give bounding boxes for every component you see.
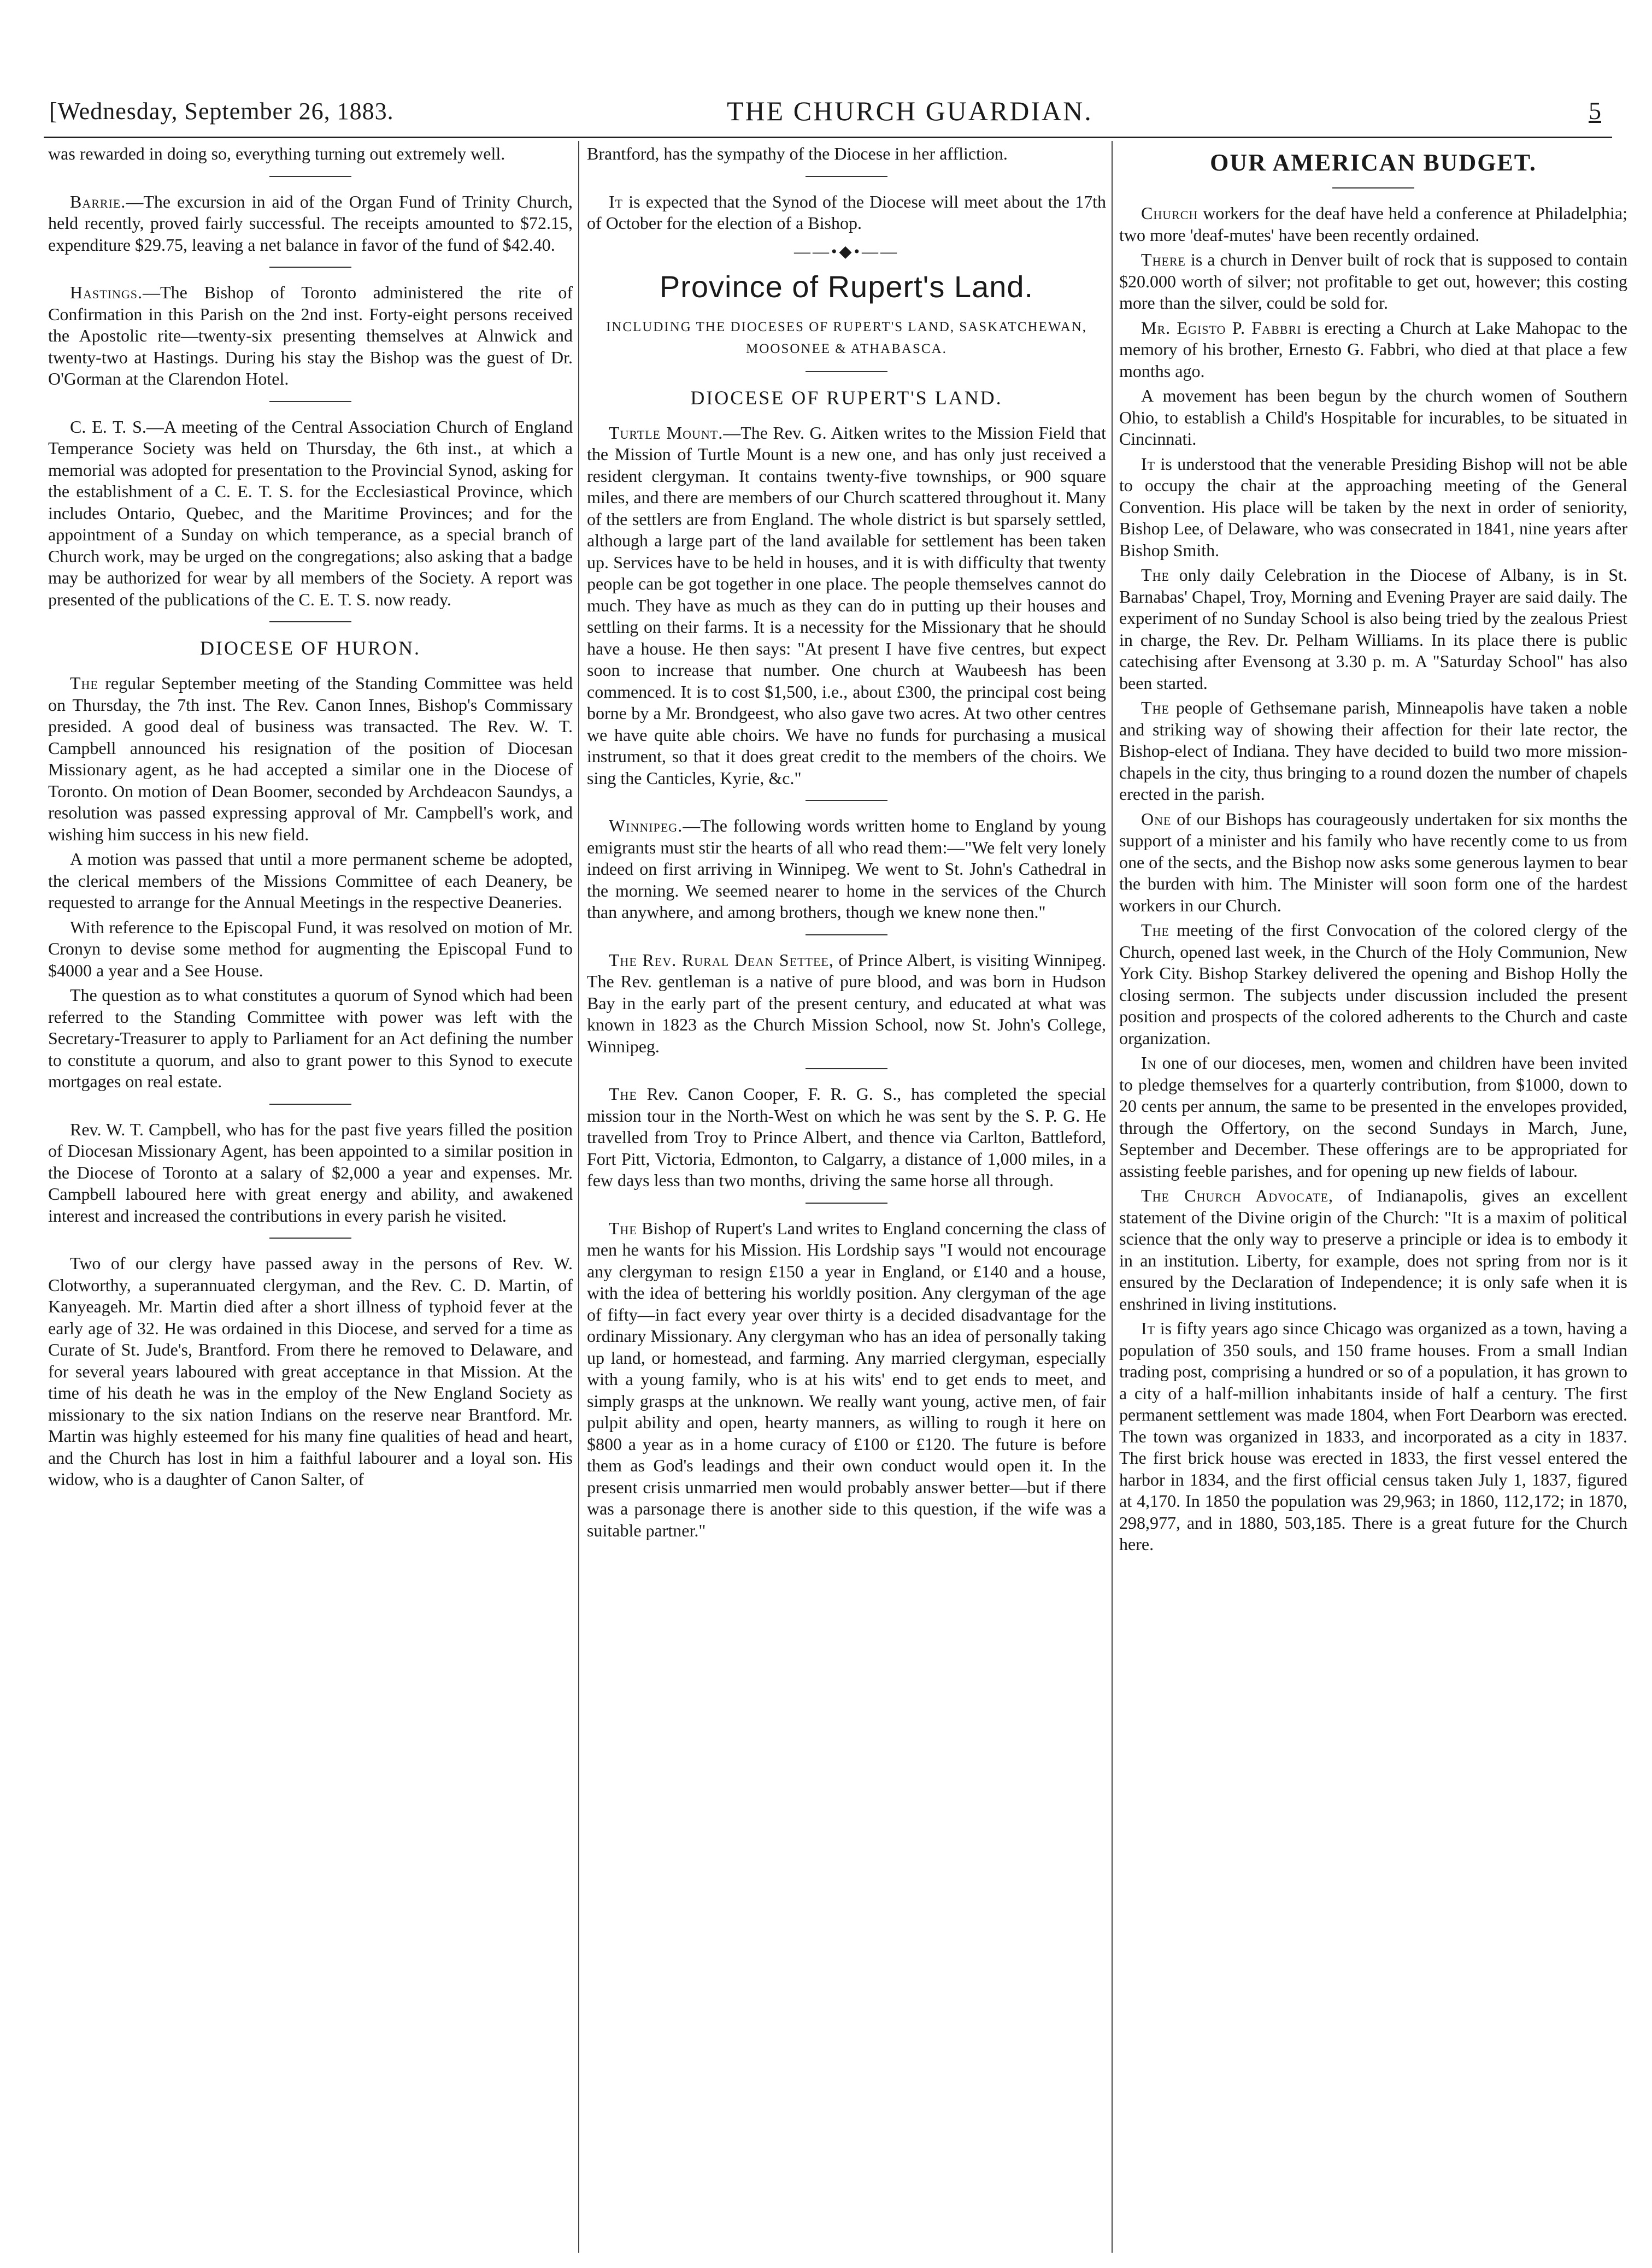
text-winnipeg: —The following words written home to England by young emigrants must stir the hearts of all who read them:—"We felt very lonely indeed on first arriving in Winnipeg. We went to St. John's Cathedral in the morning. We seemed nearer to home in the services of the Church than anywhere, and among brothers, though we knew none then." [587,816,1106,922]
article-fabbri [1119,317,1627,382]
separator [806,1203,887,1204]
separator [806,176,887,177]
lead-presiding-bishop: It [1141,453,1156,474]
article-continuation-2: Brantford, has the sympathy of the Diocese in her affliction. [587,144,1008,163]
lead-deaf: Church [1141,203,1198,223]
article-cooper [587,1083,1106,1192]
text-albany: only daily Celebration in the Diocese of Albany, is in St. Barnabas' Chapel, Troy, Morning and Evening Prayer are said daily. The experiment of no Sunday School is also being tried by the zealous Priest in charge, the Rev. Dr. Pelham Williams. In its place there is public catechising after Evensong at 3.30 p. m. A "Saturday School" has also been started. [1119,565,1627,693]
article-campbell: Rev. W. T. Campbell, who has for the past five years filled the position of Diocesan Missionary Agent, has been appointed to a similar position in the Diocese of Toronto at a salary of $2,000 a year and expenses. Mr. Campbell laboured here with great energy and ability, and awakened interest and increased the contributions in every parish he visited. [48,1119,573,1226]
ornament-divider: ——•◆•—— [793,242,900,261]
separator [806,800,887,801]
text-turtle: —The Rev. G. Aitken writes to the Mission Field that the Mission of Turtle Mount is a new one, and has only just received a resident clergyman. It contains twenty-five townships, or 900 square miles, and there are members of our Church scattered throughout it. Many of the settlers are from England. The whole district is but sparsely settled, although a large part of the land available for settlement has been taken up. Services have to be held in houses, and it is with difficulty that twenty people can be got together in one place. The people themselves cannot do much. They have as much as they can do in putting up their houses and settling on their farms. It is a necessity for the Missionary that he should have a house. He then says: "At present I have five centres, but expect soon to increase that number. One church at Waubeesh has been commenced. It is to cost $1,500, i.e., about £300, the principal cost being borne by a Mr. Brondgeest, who also gave two acres. At two other centres we have quite able choirs. We have no funds for purchasing a musical instrument, so that it does great credit to the members of the choirs. We sing the Canticles, Kyrie, &c." [587,422,1106,788]
text-denver: is a church in Denver built of rock that is supposed to contain $20.000 worth of silver; not profitable to get out, however; this costing more than the silver, could be sold for. [1119,250,1627,313]
lead-advocate: The Church Advocate, [1141,1186,1334,1205]
article-huron-2: A motion was passed that until a more permanent scheme be adopted, the clerical members of the Missions Committee of each Deanery, be requested to arrange for the Annual Meetings in the respective Deaneries. [48,849,573,912]
article-convocation [1119,920,1627,1049]
separator [269,176,351,177]
text-deaf: workers for the deaf have held a conference at Philadelphia; two more 'deaf-mutes' have been recently ordained. [1119,203,1627,245]
separator [806,1068,887,1069]
article-cets: C. E. T. S.—A meeting of the Central Association Church of England Temperance Society was held on Thursday, the 6th inst., at which a memorial was adopted for presentation to the Provincial Synod, asking for the establishment of a C. E. T. S. for the Ecclesiastical Province, which includes Ontario, Quebec, and the Maritime Provinces; and for the appointment of a Sunday on which temperance, as a special branch of Church work, may be urged on the congregations; also asking that a badge may be authorized for wear by all members of the Society. A report was presented of the publications of the C. E. T. S. now ready. [48,416,573,609]
page-number: 5 [1589,97,1601,125]
article-synod [587,191,1106,234]
separator [269,267,351,268]
article-gethsemane [1119,697,1627,805]
article-ohio [1119,385,1627,450]
article-advocate [1119,1185,1627,1315]
text-synod: is expected that the Synod of the Diocese will meet about the 17th of October for the election of a Bishop. [587,191,1106,233]
heading-diocese-rupert: DIOCESE OF RUPERT'S LAND. [690,386,1003,409]
text-gethsemane: people of Gethsemane parish, Minneapolis have taken a noble and striking way of showing their affection for their late rector, the Bishop-elect of Indiana. They have decided to build two more mission-chapels in the city, thus bringing to a round dozen the number of chapels erected in the parish. [1119,698,1627,804]
heading-american-budget: OUR AMERICAN BUDGET. [1210,149,1537,176]
article-presiding-bishop [1119,453,1627,562]
article-deaf [1119,203,1627,246]
article-huron-4: The question as to what constitutes a quorum of Synod which had been referred to the Standing Committee with power was left with the Secretary-Treasurer to apply to Parliament for an Act defining the number to constitute a quorum, and also to grant power to this Synod to execute mortgages on real estate. [48,985,573,1091]
article-huron-1 [48,673,573,845]
separator [806,934,887,935]
lead-settee: The Rev. Rural Dean Settee, [609,950,834,970]
text-courage: of our Bishops has courageously undertaken for six months the support of a minister and his family who have recently come to us from one of the sects, and the Bishop now asks some generous laymen to bear the burden with him. The Minister will soon form one of the hardest workers in our Church. [1119,809,1627,915]
column-2 [587,143,1106,2252]
column-divider-1 [578,141,579,2253]
article-pledge [1119,1052,1627,1182]
article-clergy: Two of our clergy have passed away in the persons of Rev. W. Clotworthy, a superannuated clergyman, and the Rev. C. D. Martin, of Kanyeageh. Mr. Martin died after a short illness of typhoid fever at the early age of 32. He was ordained in this Diocese, and served for a time as Curate of St. Jude's, Brantford. From there he removed to Delaware, and for several years laboured with great acceptance in that Mission. At the time of his death he was in the employ of the New England Society as missionary to the six nation Indians on the reserve near Brantford. Mr. Martin was highly esteemed for his many fine qualities of head and heart, and the Church has lost in him a faithful labourer and a loyal son. His widow, who is a daughter of Canon Salter, of [48,1253,573,1489]
lead-courage: One [1141,809,1172,829]
separator [269,401,351,402]
lead-huron: The [70,673,98,693]
lead-gethsemane: The [1141,698,1169,717]
text-bishop-rupert: Bishop of Rupert's Land writes to England concerning the class of men he wants for his Mission. His Lordship says "I would not encourage any clergyman to resign £150 a year in England, or £140 and a house, with the idea of bettering his worldly position. Any clergyman of the age of fifty—in fact every year over thirty is a decided disadvantage for the ordinary Missionary. Any clergyman who has an idea of personally taking up land, or homestead, and farming. Any married clergyman, especially with a young family, who is at his wits' end to get ends to meet, and simply grasps at the unknown. We really want young, active men, of fair pulpit ability and open, hearty manners, as willing to rough it here on $800 a year as in a home curacy of £100 or £120. The future is before them as God's leadings and their own conduct would open it. In the present crisis unmarried men would probably answer better—but if there was a parsonage there is another side to this question, if the wife was a suitable partner." [587,1218,1106,1540]
header-rule [44,137,1612,138]
text-advocate: of Indianapolis, gives an excellent statement of the Divine origin of the Church: "It is a maxim of political science that the only way to preserve a principle or idea is to embody it in an institution. Liberty, for example, does not spring from nor is it ensured by the Declaration of Independence; it is only safe when it is enshrined in living institutions. [1119,1186,1627,1313]
lead-convocation: The [1141,920,1169,940]
lead-pledge: In [1141,1053,1157,1073]
issue-date: [Wednesday, September 26, 1883. [49,98,394,125]
text-cooper: Rev. Canon Cooper, F. R. G. S., has completed the special mission tour in the North-West on which he was sent by the S. P. G. He travelled from Troy to Prince Albert, and thence via Carlton, Battleford, Fort Pitt, Victoria, Edmonton, to Calgarry, a distance of 1,000 miles, in a few days less than two months, driving the same horse all through. [587,1084,1106,1190]
article-barrie [48,191,573,256]
text-chicago: is fifty years ago since Chicago was organized as a town, having a population of 350 souls, and 150 frame houses. From a small Indian trading post, comprising a hundred or so of a population, it has grown to a city of a half-million inhabitants inside of half a century. The first permanent settlement was made 1804, when Fort Dearborn was erected. The town was organized in 1833, and incorporated as a city in 1837. The first brick house was erected in 1833, the first vessel entered the harbor in 1834, and the first official census taken July 1, 1837, figured at 4,170. In 1850 the population was 29,963; in 1860, 112,172; in 1870, 298,977, and in 1880, 503,185. There is a great future for the Church here. [1119,1318,1627,1554]
column-divider-2 [1112,141,1113,2253]
article-settee [587,950,1106,1058]
lead-bishop-rupert: The [609,1218,637,1238]
lead-cooper: The [609,1084,637,1104]
text-settee: of Prince Albert, is visiting Winnipeg. The Rev. gentleman is a native of pure blood, and was born in Hudson Bay in the early part of the present century, and educated at what was known in 1823 as the Church Mission School, now St. John's College, Winnipeg. [587,950,1106,1056]
article-turtle-mount [587,422,1106,790]
column-1 [48,143,573,2252]
lead-chicago: It [1141,1318,1156,1338]
lead-denver: There [1141,250,1186,269]
text-huron-1: regular September meeting of the Standing Committee was held on Thursday, the 7th inst. The Rev. Canon Innes, Bishop's Commissary presided. A good deal of business was transacted. The Rev. W. T. Campbell announced his resignation of the position of Diocesan Missionary agent, as he had accepted a similar one in the Diocese of Toronto. On motion of Dean Boomer, seconded by Archdeacon Saundys, a resolution was passed expressing approval of Mr. Campbell's work, and wishing him success in his new field. [48,673,573,844]
text-presiding-bishop: is understood that the venerable Presiding Bishop will not be able to occupy the chair at the approaching meeting of the General Convention. His place will be taken by the next in order of seniority, Bishop Lee, of Delaware, who was consecrated in 1841, nine years after Bishop Smith. [1119,453,1627,560]
newspaper-title: THE CHURCH GUARDIAN. [727,96,1093,126]
lead-turtle: Turtle Mount. [609,422,724,443]
text-fabbri: is erecting a Church at Lake Mahopac to the memory of his brother, Ernesto G. Fabbri, who died at that place a few months ago. [1119,317,1627,381]
separator [269,1238,351,1239]
lead-synod: It [609,191,624,211]
article-continuation: was rewarded in doing so, everything turning out extremely well. [48,144,505,163]
article-winnipeg [587,815,1106,923]
lead-barrie: Barrie. [70,191,126,211]
article-bishop-rupert [587,1218,1106,1542]
province-subheading: INCLUDING THE DIOCESES OF RUPERT'S LAND, SASKATCHEWAN, MOOSONEE & ATHABASCA. [605,319,1087,356]
article-denver [1119,249,1627,314]
heading-province: Province of Rupert's Land. [659,269,1034,304]
text-barrie: —The excursion in aid of the Organ Fund of Trinity Church, held recently, proved fairly successful. The receipts amounted to $72.15, expenditure $29.75, leaving a net balance in favor of the fund of $42.40. [48,191,573,255]
lead-fabbri: Mr. Egisto P. Fabbri [1141,317,1302,338]
text-hastings: —The Bishop of Toronto administered the rite of Confirmation in this Parish on the 2nd inst. Forty-eight persons received the Apostolic rite—twenty-six presenting themselves at Alnwick and twenty-two at Hastings. During his stay the Bishop was the guest of Dr. O'Gorman at the Clarendon Hotel. [48,282,573,388]
lead-albany: The [1141,565,1169,585]
lead-winnipeg: Winnipeg. [609,816,683,835]
article-hastings [48,282,573,390]
separator [269,621,351,622]
article-albany [1119,564,1627,694]
text-convocation: meeting of the first Convocation of the colored clergy of the Church, opened last week, in the Church of the Holy Communion, New York City. Bishop Starkey delivered the opening and Bishop Holly the closing sermon. The subjects under discussion included the present position and prospects of the colored adherents to the Church and caste organization. [1119,920,1627,1048]
separator [806,371,887,372]
separator [1332,187,1414,188]
masthead [44,93,1612,137]
heading-diocese-huron: DIOCESE OF HURON. [199,637,421,659]
text-pledge: one of our dioceses, men, women and children have been invited to pledge themselves for a quarterly contribution, from $1000, down to 20 cents per annum, the same to be presented in the envelopes provided, through the Offertory, on the second Sundays in March, June, September and December. These offerings are to be appropriated for assisting feeble parishes, and for opening up new fields of labour. [1119,1053,1627,1181]
text-ohio: movement has been begun by the church women of Southern Ohio, to establish a Child's Hospitable for incurables, to be situated in Cincinnati. [1119,386,1627,449]
lead-hastings: Hastings. [70,282,143,302]
separator [269,1104,351,1105]
column-3 [1119,143,1627,2252]
article-huron-3: With reference to the Episcopal Fund, it was resolved on motion of Mr. Cronyn to devise some method for augmenting the Episcopal Fund to $4000 a year and a See House. [48,917,573,980]
article-courage [1119,809,1627,917]
article-chicago [1119,1318,1627,1556]
lead-ohio: A [1141,386,1155,405]
